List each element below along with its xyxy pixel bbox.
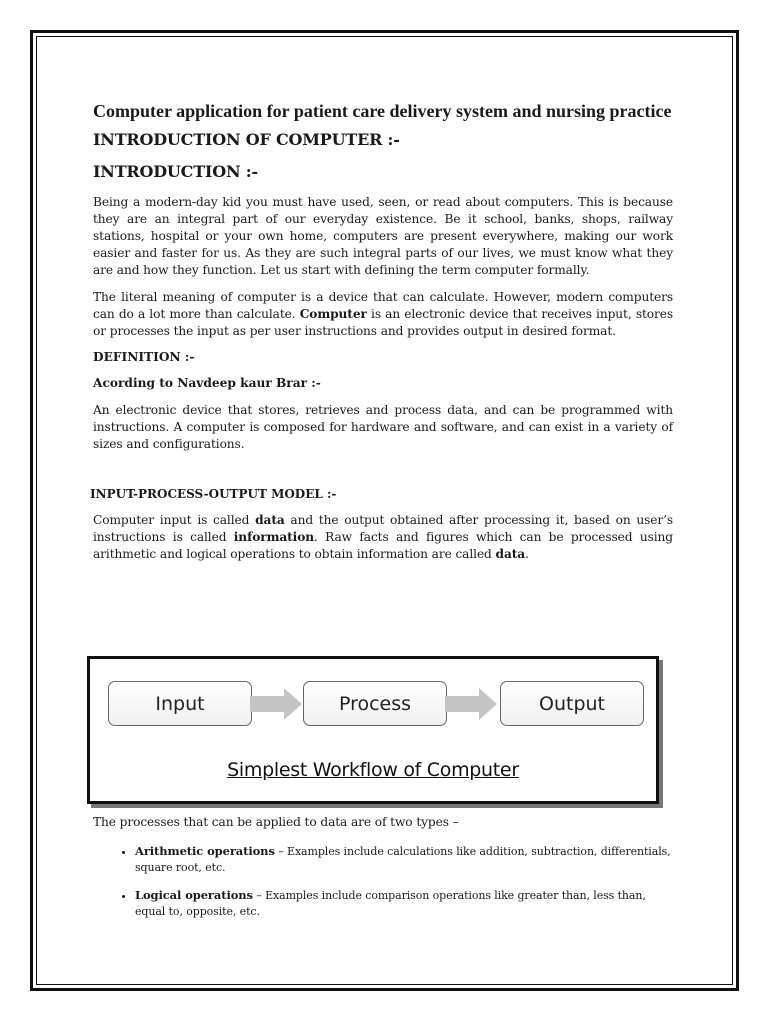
ipo-text-g: .: [525, 547, 529, 561]
process-types-section: [93, 814, 673, 931]
workflow-diagram: [87, 656, 659, 804]
heading-introduction: INTRODUCTION :-: [93, 162, 258, 181]
arrow-right-icon: [445, 688, 497, 720]
types-list: [93, 843, 673, 920]
ipo-bold-information: information: [233, 530, 315, 544]
bullet-text: – Examples include calculations like addition, subtraction, differentials, square root, etc.: [135, 845, 671, 874]
paragraph-ipo: [93, 512, 673, 563]
process-box: Process: [303, 681, 447, 726]
meaning-text-2: is an electronic device that receives input, stores or processes the input as per user instructions and provides output in desired format.: [93, 307, 673, 338]
list-item: [135, 843, 673, 876]
ipo-text-a: Computer input is called: [93, 513, 256, 527]
bullet-title: Logical operations: [135, 888, 253, 902]
bullet-text: – Examples include comparison operations like greater than, less than, equal to, opposite, etc.: [135, 889, 646, 918]
list-item: [135, 887, 673, 920]
document-body: [90, 100, 673, 573]
ipo-model-label: INPUT-PROCESS-OUTPUT MODEL :-: [90, 487, 337, 501]
heading-intro-of-computer: INTRODUCTION OF COMPUTER :-: [93, 130, 400, 149]
according-label: Acording to Navdeep kaur Brar :-: [93, 376, 321, 390]
bullet-title: Arithmetic operations: [135, 844, 275, 858]
paragraph-meaning: [93, 289, 673, 340]
meaning-text-1: The literal meaning of computer is a device that can calculate. However, modern computers can do a lot more than calculate.: [93, 290, 673, 321]
paragraph-definition: An electronic device that stores, retrieves and process data, and can be programmed with instructions. A computer is composed for hardware and software, and can exist in a variety of sizes and configurations.: [93, 403, 673, 451]
input-box: Input: [108, 681, 252, 726]
ipo-text-c: and the output obtained after processing it, based on user’s instructions is called: [93, 513, 673, 544]
diagram-caption: Simplest Workflow of Computer: [227, 759, 519, 781]
document-title: Computer application for patient care delivery system and nursing practice: [93, 101, 672, 121]
types-intro: The processes that can be applied to data are of two types –: [93, 815, 459, 829]
ipo-bold-data-2: data: [495, 547, 526, 561]
meaning-bold: Computer: [299, 307, 367, 321]
ipo-text-e: . Raw facts and figures which can be processed using arithmetic and logical operations to obtain information are called: [93, 530, 673, 561]
paragraph-intro: Being a modern-day kid you must have used, seen, or read about computers. This is because they are an integral part of our everyday existence. Be it school, banks, shops, railway stations, hospital or your own home, computers are present everywhere, making our work easier and faster for us. As they are such integral parts of our lives, we must know what they are and how they function. Let us start with defining the term computer formally.: [93, 195, 673, 277]
output-box: Output: [500, 681, 644, 726]
arrow-right-icon: [250, 688, 302, 720]
definition-label: DEFINITION :-: [93, 350, 195, 364]
ipo-bold-data-1: data: [255, 513, 285, 527]
